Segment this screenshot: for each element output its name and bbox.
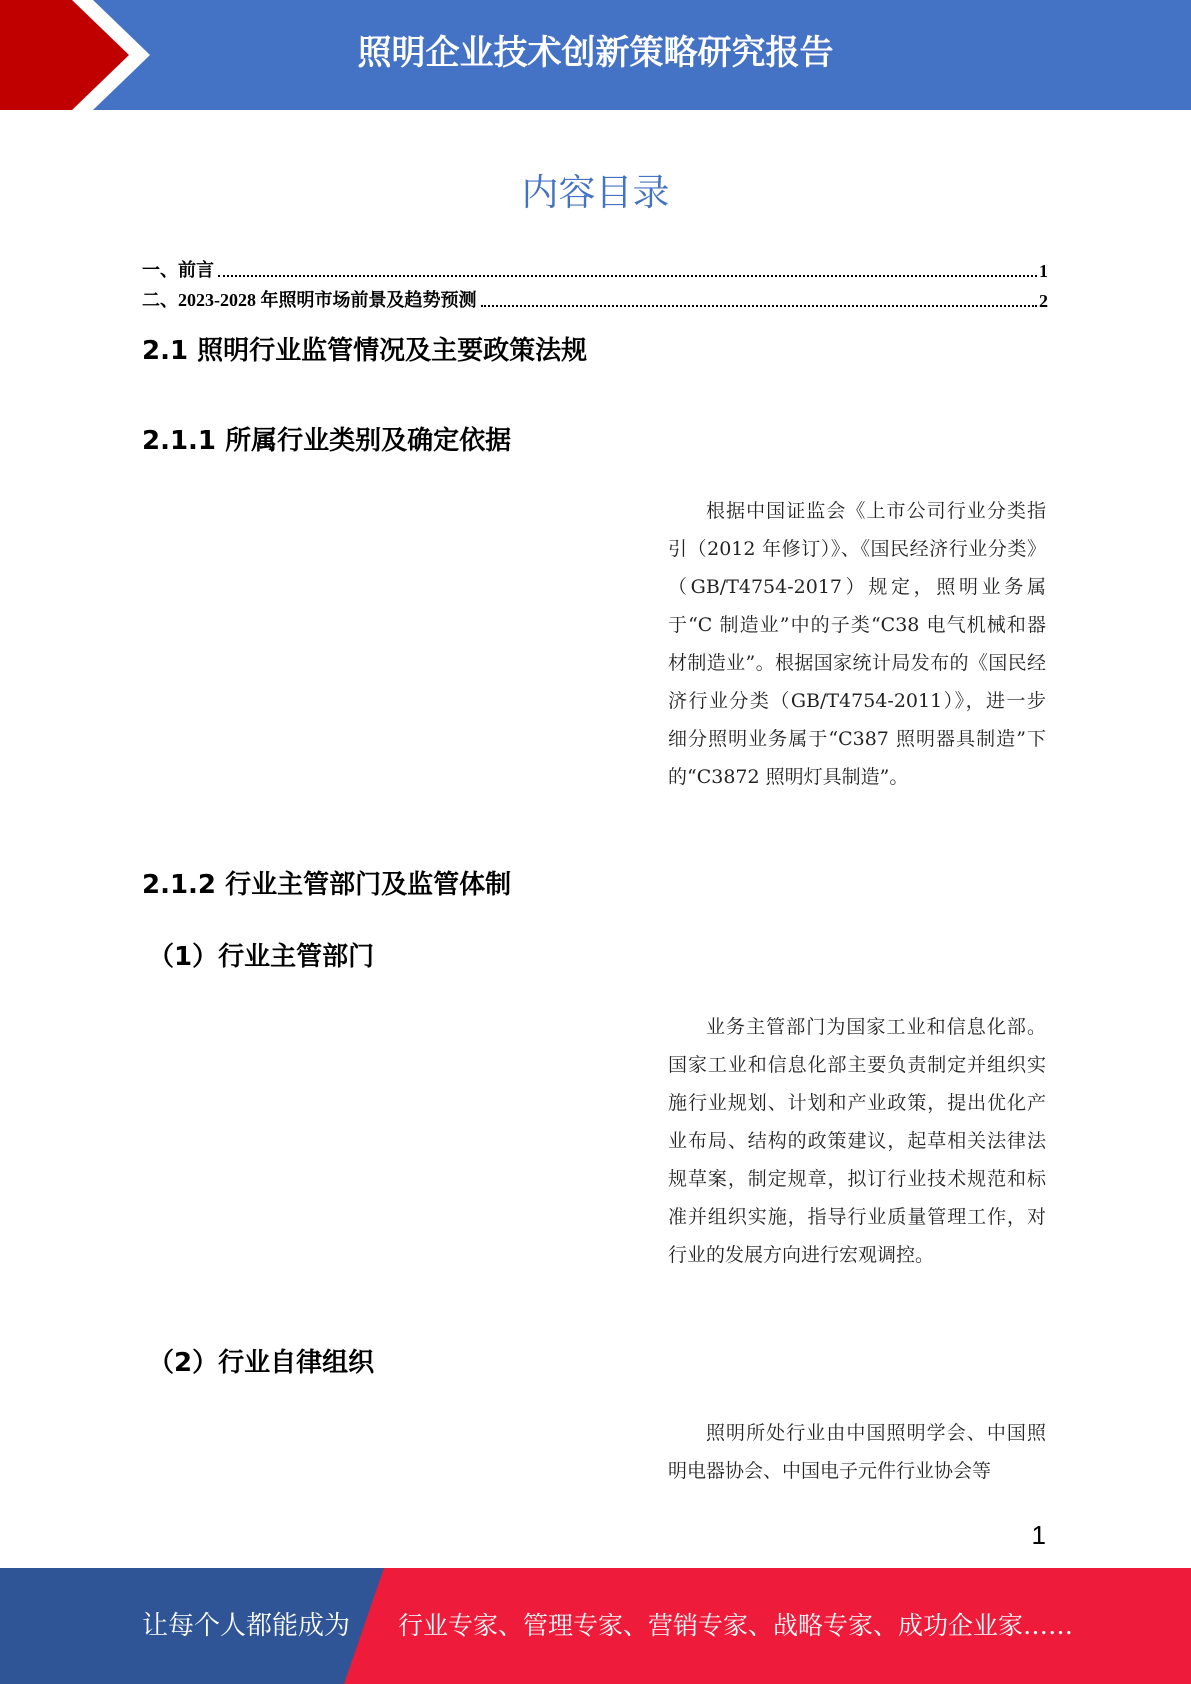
paragraph-industry-category: 根据中国证监会《上市公司行业分类指引（2012 年修订）》、《国民经济行业分类》（GB/T4754-2017）规定，照明业务属于“C 制造业”中的子类“C38 电气机械和器材制造业”。根据国家统计局发布的《国民经济行业分类（GB/T4754-2011）》，进一步细分照明业务属于“C387 照明器具制造”下的“C3872 照明灯具制造”。: [668, 500, 1046, 788]
paragraph-authority: 业务主管部门为国家工业和信息化部。国家工业和信息化部主要负责制定并组织实施行业规划、计划和产业政策，提出优化产业布局、结构的政策建议，起草相关法律法规草案，制定规章，拟订行业技术规范和标准并组织实施，指导行业质量管理工作，对行业的发展方向进行宏观调控。: [668, 1016, 1046, 1266]
toc-leader-dots: [218, 271, 1037, 277]
toc-entry[interactable]: [142, 256, 1048, 282]
toc-leader-dots: [481, 301, 1038, 307]
toc-entry-label: 二、2023-2028 年照明市场前景及趋势预测: [142, 290, 477, 310]
report-title: 照明企业技术创新策略研究报告: [357, 33, 834, 73]
section-heading-2-1-2: 2.1.2 行业主管部门及监管体制: [142, 870, 512, 900]
toc-entry-page: 2: [1039, 291, 1048, 311]
toc-heading: 内容目录: [521, 171, 670, 214]
section-heading-2-1: 2.1 照明行业监管情况及主要政策法规: [142, 336, 588, 366]
footer-slogan-right: 行业专家、管理专家、营销专家、战略专家、成功企业家……: [398, 1611, 1074, 1640]
subheading-self-regulation: （2）行业自律组织: [148, 1348, 375, 1378]
page-number: 1: [1031, 1520, 1046, 1550]
subheading-authority: （1）行业主管部门: [148, 942, 375, 972]
toc-entry-label: 一、前言: [142, 260, 214, 280]
footer-banner: [0, 1568, 1191, 1684]
toc-entry[interactable]: [142, 286, 1048, 312]
paragraph-self-regulation: 照明所处行业由中国照明学会、中国照明电器协会、中国电子元件行业协会等: [668, 1422, 1046, 1482]
toc-entry-page: 1: [1039, 261, 1048, 281]
footer-slogan-left: 让每个人都能成为: [142, 1611, 351, 1641]
section-heading-2-1-1: 2.1.1 所属行业类别及确定依据: [142, 426, 512, 456]
